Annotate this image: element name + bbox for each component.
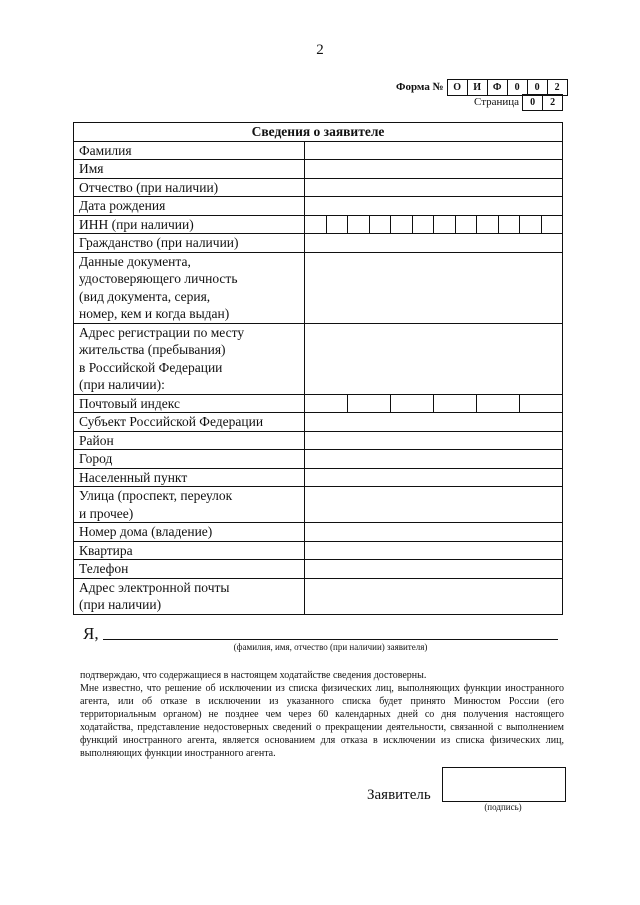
signature-caption: (подпись) (484, 802, 522, 812)
field-label: Телефон (74, 560, 305, 579)
table-row (74, 323, 563, 394)
char-cell[interactable] (455, 216, 477, 234)
field-label: Фамилия (74, 141, 305, 160)
field-value[interactable] (305, 197, 563, 216)
field-value[interactable] (305, 560, 563, 579)
field-value[interactable] (305, 431, 563, 450)
table-row (74, 431, 563, 450)
signer-label: Заявитель (367, 787, 431, 803)
field-label: Номер дома (владение) (74, 523, 305, 542)
char-cell[interactable] (433, 395, 476, 413)
field-label: Улица (проспект, переулок и прочее) (74, 487, 305, 523)
char-cell[interactable] (369, 216, 391, 234)
page-code-cell: 0 (522, 94, 543, 111)
table-row (74, 234, 563, 253)
declaration-text (80, 669, 564, 760)
table-row (74, 541, 563, 560)
field-value[interactable] (305, 450, 563, 469)
form-code-cell: 0 (527, 79, 548, 96)
table-row (74, 413, 563, 432)
field-label: Почтовый индекс (74, 394, 305, 413)
table-row (74, 215, 563, 234)
field-label: Квартира (74, 541, 305, 560)
char-cell[interactable] (519, 216, 541, 234)
page-code (474, 94, 563, 110)
field-value[interactable] (305, 178, 563, 197)
table-row (74, 450, 563, 469)
field-label: Адрес электронной почты (при наличии) (74, 578, 305, 614)
page-code-cell: 2 (542, 94, 563, 111)
table-row (74, 160, 563, 179)
form-code-label: Форма № (396, 81, 444, 93)
form-code-cell: Ф (487, 79, 508, 96)
char-cell[interactable] (519, 395, 562, 413)
char-cell[interactable] (305, 395, 347, 413)
field-value[interactable] (305, 578, 563, 614)
field-label: Адрес регистрации по месту жительства (пребывания) в Российской Федерации (при наличии): (74, 323, 305, 394)
form-code-cell: О (447, 79, 468, 96)
table-row (74, 468, 563, 487)
field-value[interactable] (305, 394, 563, 413)
declaration-prefix: Я, (83, 624, 99, 643)
char-cell[interactable] (476, 216, 498, 234)
field-label: Гражданство (при наличии) (74, 234, 305, 253)
char-cell[interactable] (498, 216, 520, 234)
table-row (74, 178, 563, 197)
field-label: Имя (74, 160, 305, 179)
field-value[interactable] (305, 141, 563, 160)
table-title: Сведения о заявителе (74, 123, 563, 142)
field-label: Отчество (при наличии) (74, 178, 305, 197)
field-label: Район (74, 431, 305, 450)
table-row (74, 394, 563, 413)
form-code-cell: 0 (507, 79, 528, 96)
char-cell[interactable] (326, 216, 348, 234)
char-cell[interactable] (347, 395, 390, 413)
applicant-info-table (73, 122, 563, 615)
char-cell[interactable] (476, 395, 519, 413)
field-value[interactable] (305, 160, 563, 179)
declaration-paragraph: Мне известно, что решение об исключении из списка физических лиц, выполняющих функции иностранного агента, или об отказе в исключении из указанного списка будет принято Минюстом России (его территориальным органом) не позднее чем через 60 календарных дней со дня получения настоящего ходатайства, представление недостоверных сведений о прекращении деятельности, связанной с выполнением функций иностранного агента, является основанием для отказа в исключении из списка физических лиц, выполняющих функции иностранного агента. (80, 683, 564, 759)
field-value[interactable] (305, 468, 563, 487)
signature-box[interactable] (442, 767, 566, 802)
table-row (74, 523, 563, 542)
table-row (74, 252, 563, 323)
char-cell[interactable] (390, 216, 412, 234)
declaration-paragraph: подтверждаю, что содержащиеся в настоящем ходатайстве сведения достоверны. (80, 670, 427, 681)
table-row (74, 197, 563, 216)
form-code-cell: 2 (547, 79, 568, 96)
field-value[interactable] (305, 413, 563, 432)
field-label: Данные документа, удостоверяющего личность (вид документа, серия, номер, кем и когда выдан) (74, 252, 305, 323)
table-row (74, 141, 563, 160)
field-label: Город (74, 450, 305, 469)
name-field-caption: (фамилия, имя, отчество (при наличии) заявителя) (233, 642, 428, 652)
char-cells[interactable] (305, 395, 562, 413)
char-cell[interactable] (433, 216, 455, 234)
char-cells[interactable] (305, 216, 562, 234)
field-label: Населенный пункт (74, 468, 305, 487)
field-value[interactable] (305, 541, 563, 560)
page-number: 2 (316, 42, 324, 58)
table-row (74, 487, 563, 523)
char-cell[interactable] (305, 216, 326, 234)
char-cell[interactable] (541, 216, 563, 234)
table-row (74, 578, 563, 614)
field-value[interactable] (305, 323, 563, 394)
field-label: Субъект Российской Федерации (74, 413, 305, 432)
field-label: ИНН (при наличии) (74, 215, 305, 234)
char-cell[interactable] (390, 395, 433, 413)
name-field-line[interactable] (103, 639, 558, 640)
char-cell[interactable] (412, 216, 434, 234)
field-value[interactable] (305, 487, 563, 523)
field-value[interactable] (305, 523, 563, 542)
page-code-label: Страница (474, 96, 520, 108)
char-cell[interactable] (347, 216, 369, 234)
field-label: Дата рождения (74, 197, 305, 216)
field-value[interactable] (305, 215, 563, 234)
table-row (74, 560, 563, 579)
field-value[interactable] (305, 252, 563, 323)
form-code-cell: И (467, 79, 488, 96)
field-value[interactable] (305, 234, 563, 253)
